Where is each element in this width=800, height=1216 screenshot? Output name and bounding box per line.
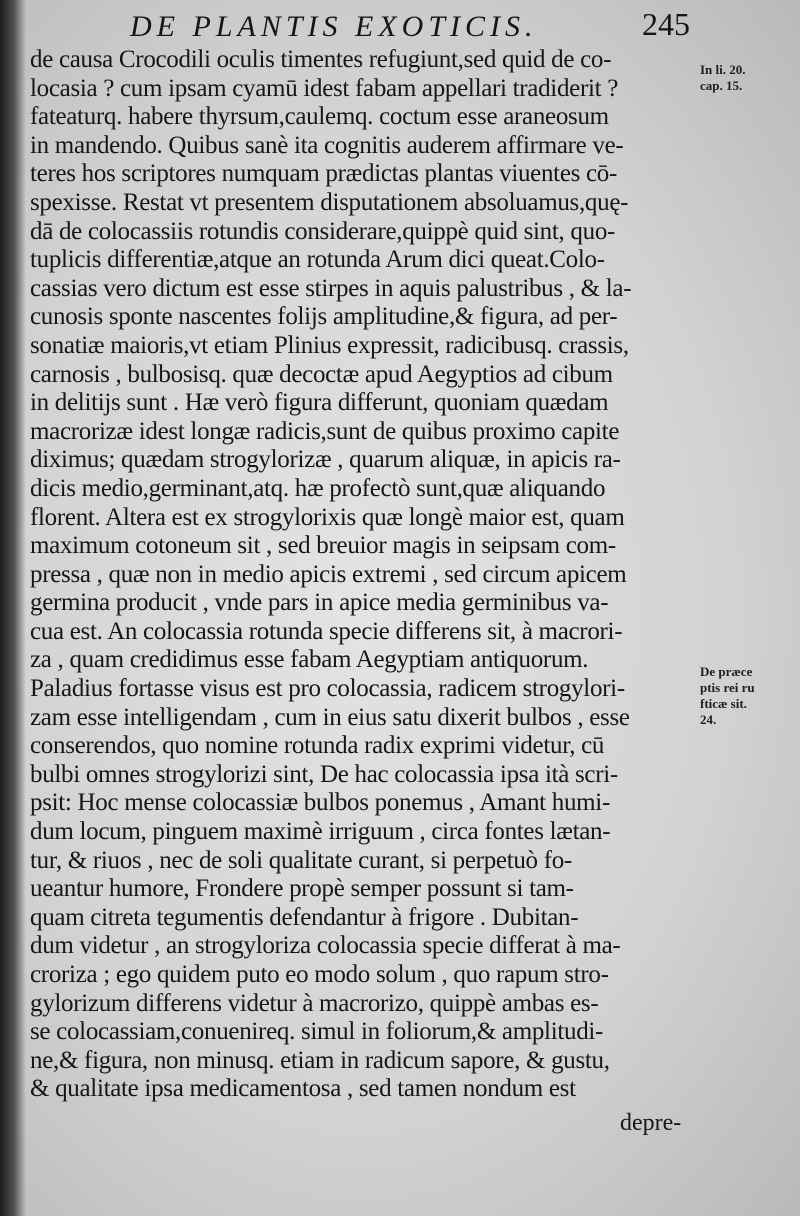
margin-note-line: 24. bbox=[700, 712, 717, 727]
text-line: zam esse intelligendam , cum in eius satu dixerit bulbos , esse bbox=[30, 703, 630, 731]
margin-note-line: ptis rei ru bbox=[700, 680, 755, 695]
text-line: de causa Crocodili oculis timentes refugiunt,sed quid de co- bbox=[30, 46, 612, 73]
margin-note-line: In li. 20. bbox=[700, 62, 746, 77]
text-line: dum locum, pinguem maximè irriguum , circa fontes lætan- bbox=[30, 818, 611, 846]
text-line: ne,& figura, non minusq. etiam in radicum sapore, & gustu, bbox=[30, 1046, 610, 1074]
text-line: pressa , quæ non in medio apicis extremi , sed circum apicem bbox=[30, 560, 627, 588]
text-line: crorizа ; ego quidem puto eo modo solum , quo rapum stro- bbox=[30, 961, 609, 988]
text-line: florent. Altera est ex strogylorixis quæ longè maior est, quam bbox=[30, 503, 625, 531]
text-line: locasia ? cum ipsam cyamū idest fabam appellari tradiderit ? bbox=[30, 74, 619, 102]
text-line: dicis medio,germinant,atq. hæ profectò sunt,quæ aliquando bbox=[30, 474, 606, 502]
page-header bbox=[130, 6, 690, 46]
text-line: cunosis sponte nascentes folijs amplitudine,& figura, ad per- bbox=[30, 303, 618, 331]
text-line: conserendos, quo nomine rotunda radix exprimi videtur, cū bbox=[30, 732, 605, 760]
text-line: germina producit , vnde pars in apice media germinibus va- bbox=[30, 589, 609, 617]
text-line: dā de colocassiis rotundis considerare,quippè quid sint, quo- bbox=[30, 217, 616, 245]
text-line: & qualitate ipsa medicamentosa , sed tamen nondum est bbox=[30, 1075, 576, 1103]
text-line: quam citreta tegumentis defendantur à frigore . Dubitan- bbox=[30, 903, 579, 931]
text-line: spexisse. Restat vt presentem disputationem absoluamus,quę- bbox=[30, 188, 629, 216]
text-line: za , quam credidimus esse fabam Aegyptiam antiquorum. bbox=[30, 646, 589, 674]
text-line: in delitijs sunt . Hæ verò figura differunt, quoniam quædam bbox=[30, 389, 609, 417]
catchword: depre- bbox=[620, 1110, 682, 1136]
text-line: cassias vero dictum est esse stirpes in aquis palustribus , & la- bbox=[30, 274, 632, 302]
text-line: diximus; quædam strogylorizæ , quarum aliquæ, in apicis ra- bbox=[30, 446, 621, 474]
margin-note-source bbox=[700, 664, 770, 728]
text-line: sonatiæ maioris,vt etiam Plinius expressit, radicibusq. crassis, bbox=[30, 331, 629, 359]
text-line: maximum cotoneum sit , sed breuior magis in seipsam com- bbox=[30, 532, 616, 560]
page-gutter-shadow bbox=[0, 0, 26, 1216]
margin-note-line: cap. 15. bbox=[700, 78, 743, 93]
text-line: bulbi omnes strogylorizi sint, De hac colocassia ipsa ità scri- bbox=[30, 760, 618, 788]
text-line: macrorizæ idest longæ radicis,sunt de quibus proximo capite bbox=[30, 417, 620, 445]
text-line: psit: Hoc mense colocassiæ bulbos ponemus , Amant humi- bbox=[30, 789, 610, 817]
text-line: teres hos scriptores numquam prædictas plantas viuentes cō- bbox=[30, 160, 618, 188]
text-line: dum videtur , an strogyloriza colocassia specie differat à ma- bbox=[30, 932, 621, 960]
text-line: tur, & riuos , nec de soli qualitate curant, si perpetuò fo- bbox=[30, 846, 572, 874]
page-number: 245 bbox=[642, 6, 690, 42]
text-line: tuplicis differentiæ,atque an rotunda Arum dici queat.Colo- bbox=[30, 246, 605, 274]
margin-note-reference bbox=[700, 62, 770, 94]
text-line: gylorizum differens videtur à macrorizo, quippè ambas es- bbox=[30, 989, 599, 1017]
text-line: cua est. An colocassia rotunda specie differens sit, à macrori- bbox=[30, 617, 623, 645]
margin-note-line: De præce bbox=[700, 664, 753, 679]
running-title: DE PLANTIS EXOTICIS. bbox=[130, 10, 538, 43]
text-line: in mandendo. Quibus sanè ita cognitis auderem affirmare ve- bbox=[30, 131, 624, 159]
text-line: fateaturq. habere thyrsum,caulemq. coctum esse araneosum bbox=[30, 103, 609, 131]
text-line: ueantur humore, Frondere propè semper possunt si tam- bbox=[30, 875, 574, 903]
text-line: carnosis , bulbosisq. quæ decoctæ apud Aegyptios ad cibum bbox=[30, 360, 613, 388]
text-line: se colocassiam,conuenireq. simul in foliorum,& amplitudi- bbox=[30, 1018, 604, 1046]
text-line: Paladius fortasse visus est pro colocassia, radicem strogylori- bbox=[30, 675, 625, 703]
body-text bbox=[30, 46, 670, 1104]
margin-note-line: fticæ sit. bbox=[700, 696, 747, 711]
